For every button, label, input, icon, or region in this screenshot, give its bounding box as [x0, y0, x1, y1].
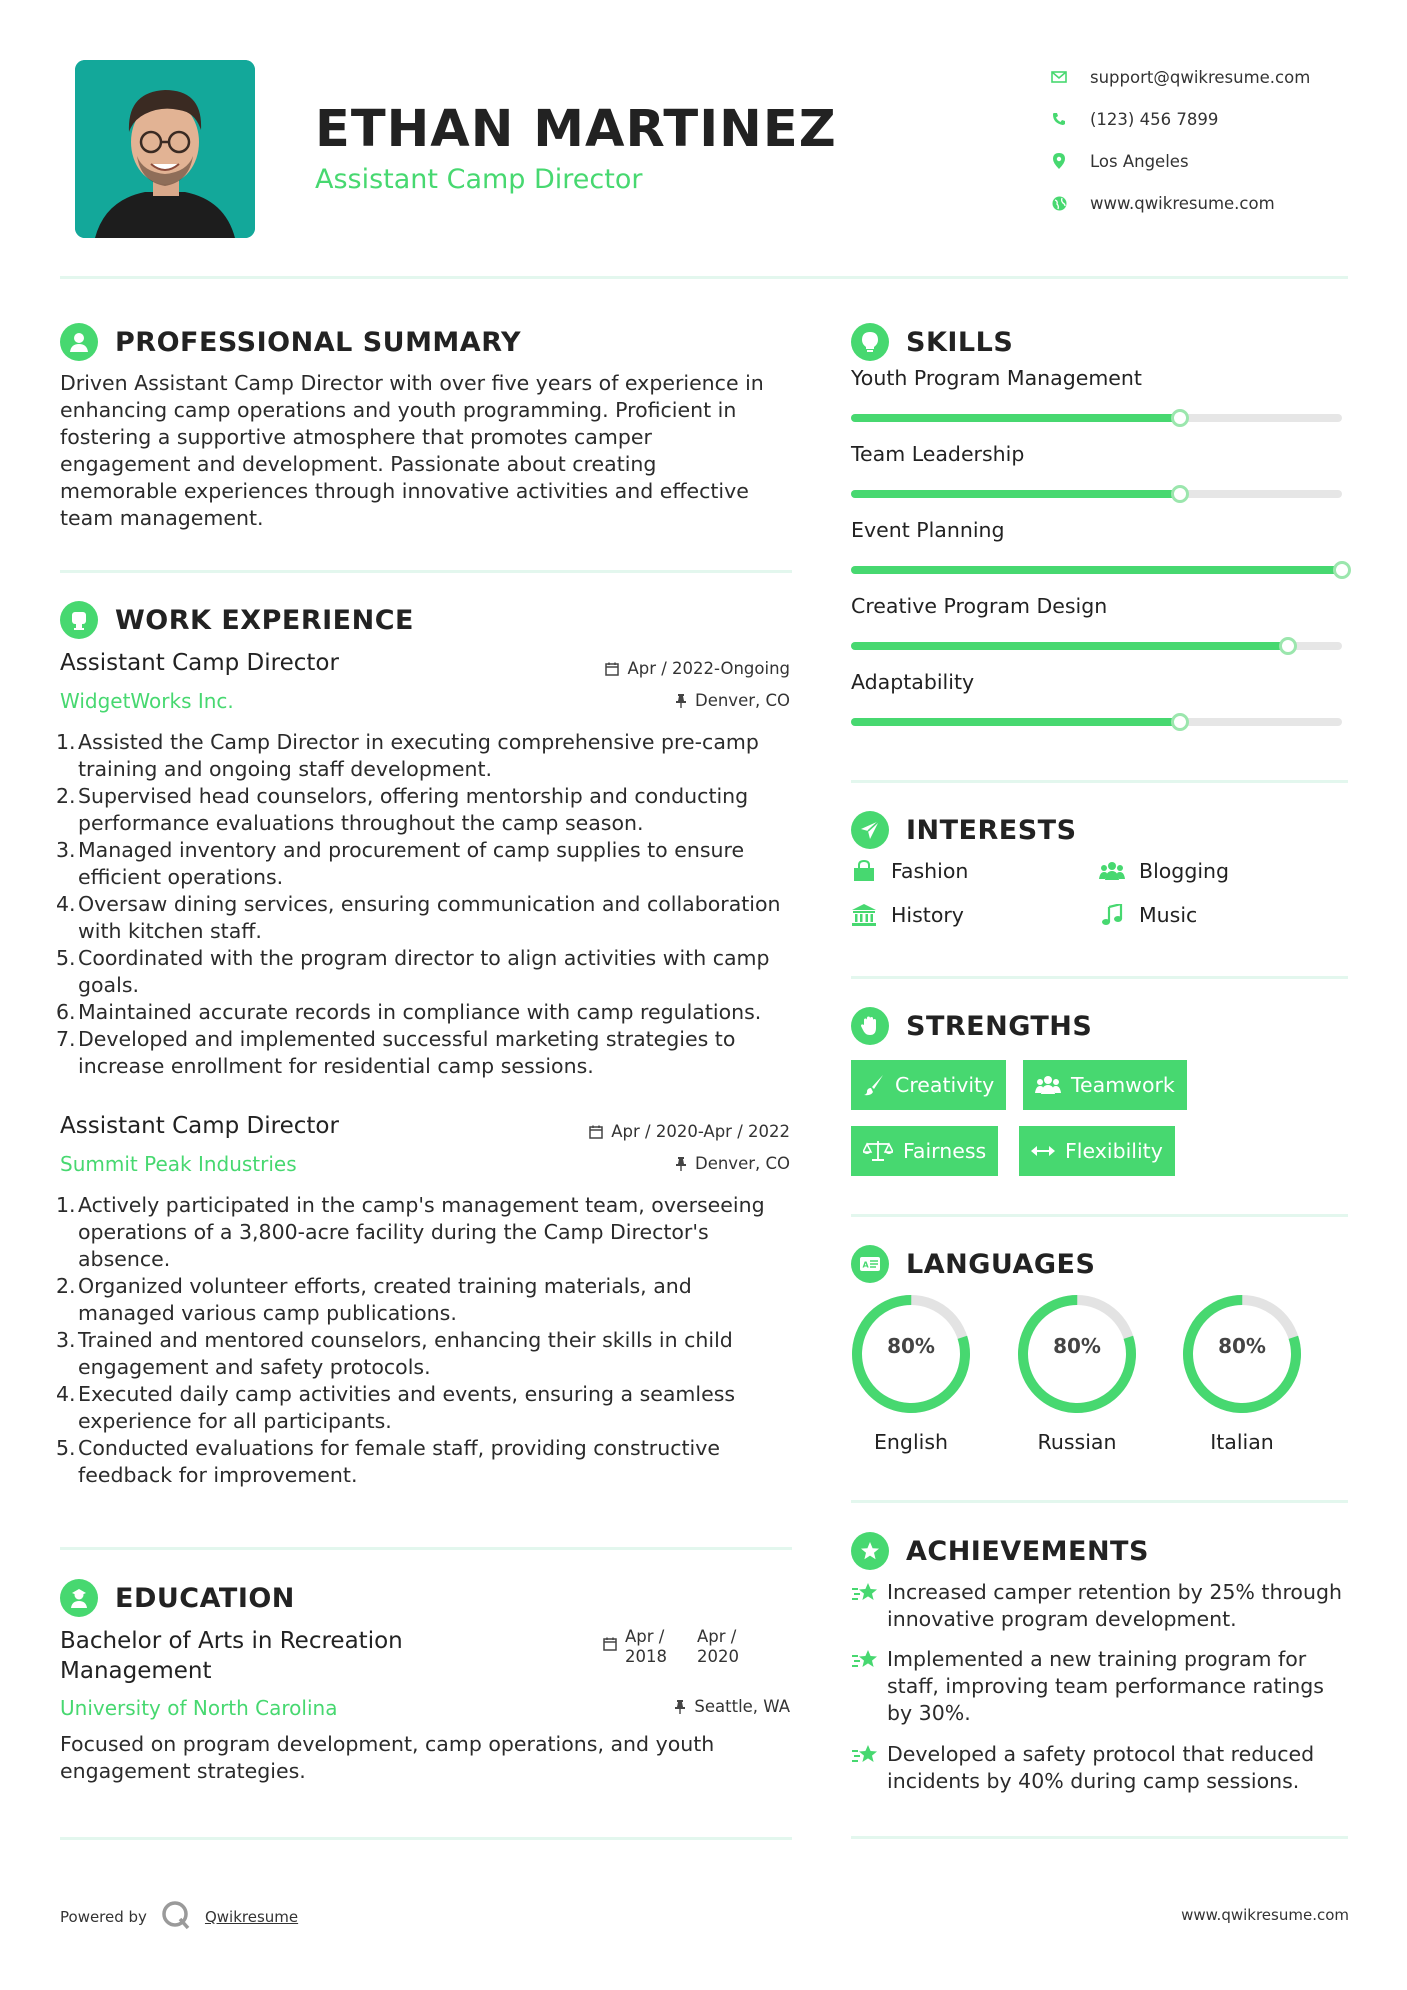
- bullet-number: 4.: [56, 1382, 76, 1406]
- job-1-dates-text: Apr / 2022-Ongoing: [627, 659, 790, 678]
- experience-title: WORK EXPERIENCE: [115, 604, 414, 636]
- summary-title: PROFESSIONAL SUMMARY: [115, 326, 522, 358]
- job-1-location-text: Denver, CO: [694, 691, 790, 710]
- language-percent: 80%: [887, 1334, 935, 1358]
- bullet-number: 1.: [56, 730, 76, 754]
- education-date-start: Apr / 2018: [625, 1627, 667, 1666]
- qwikresume-logo-icon: [161, 1900, 191, 1934]
- language-item: [1015, 1292, 1139, 1454]
- job-2-title: Assistant Camp Director: [60, 1113, 339, 1139]
- bullet-text: Developed and implemented successful marketing strategies to increase enrollment for residential camp sessions.: [78, 1027, 736, 1078]
- profile-photo: [75, 60, 255, 238]
- bullet-number: 3.: [56, 838, 76, 862]
- job-1-bullets: [56, 729, 790, 1080]
- skill-bar-fill: [851, 490, 1180, 498]
- bullet-text: Assisted the Camp Director in executing comprehensive pre-camp training and ongoing staff development.: [78, 730, 759, 781]
- skill-bar-knob: [1171, 713, 1189, 731]
- skills-title: SKILLS: [906, 326, 1014, 358]
- bullet-number: 2.: [56, 1274, 76, 1298]
- phone-text: (123) 456 7899: [1090, 109, 1219, 129]
- skill-bar-track: [851, 414, 1342, 422]
- summary-divider: [60, 570, 792, 573]
- pin-icon: [675, 694, 687, 708]
- interests-divider: [851, 976, 1348, 979]
- education-title: EDUCATION: [115, 1582, 295, 1614]
- skill-bar-knob: [1279, 637, 1297, 655]
- achievements-heading: [851, 1531, 1149, 1571]
- job-bullet: [56, 1327, 790, 1381]
- language-card-icon: [851, 1245, 889, 1283]
- experience-divider: [60, 1547, 792, 1550]
- interest-label: History: [891, 903, 964, 927]
- skill-label: Adaptability: [851, 670, 975, 694]
- job-bullet: [56, 1026, 790, 1080]
- bullet-text: Conducted evaluations for female staff, providing constructive feedback for improvement.: [78, 1436, 720, 1487]
- achievement-item: [851, 1579, 1351, 1633]
- interest-history: [851, 903, 964, 927]
- bullet-text: Oversaw dining services, ensuring communication and collaboration with kitchen staff.: [78, 892, 781, 943]
- job-1-dates: [605, 659, 790, 678]
- strength-creativity: [851, 1060, 1006, 1110]
- bullet-number: 7.: [56, 1027, 76, 1051]
- bullet-text: Organized volunteer efforts, created training materials, and managed various camp publications.: [78, 1274, 692, 1325]
- language-percent: 80%: [1053, 1334, 1101, 1358]
- education-date-end: Apr / 2020: [697, 1627, 739, 1666]
- language-name: Italian: [1210, 1430, 1274, 1454]
- achievement-text: Implemented a new training program for staff, improving team performance ratings by 30%.: [887, 1647, 1324, 1725]
- skill-bar-knob: [1333, 561, 1351, 579]
- job-1-location: [675, 691, 790, 710]
- star-ribbon-icon: [851, 1741, 887, 1795]
- achievement-text: Increased camper retention by 25% through innovative program development.: [887, 1580, 1342, 1631]
- achievement-text: Developed a safety protocol that reduced incidents by 40% during camp sessions.: [887, 1742, 1315, 1793]
- education-location: [674, 1697, 790, 1716]
- powered-by-text: Powered by: [60, 1908, 147, 1926]
- map-pin-icon: [1050, 152, 1068, 170]
- strength-label: Creativity: [895, 1073, 995, 1097]
- user-icon: [60, 323, 98, 361]
- skill-bar-fill: [851, 718, 1180, 726]
- bullet-text: Supervised head counselors, offering mentorship and conducting performance evaluations throughout the camp season.: [78, 784, 749, 835]
- users-icon: [1035, 1074, 1061, 1096]
- arrows-horizontal-icon: [1031, 1144, 1055, 1158]
- website-text: www.qwikresume.com: [1090, 193, 1275, 213]
- education-school: University of North Carolina: [60, 1696, 338, 1720]
- achievement-item: [851, 1646, 1351, 1727]
- contact-location: [1050, 140, 1370, 182]
- strengths-heading: [851, 1006, 1092, 1046]
- interest-label: Blogging: [1139, 859, 1230, 883]
- bullet-text: Actively participated in the camp's management team, overseeing operations of a 3,800-acre facility during the Camp Director's absence.: [78, 1193, 765, 1271]
- interest-music: [1099, 903, 1197, 927]
- briefcase-icon: [60, 601, 98, 639]
- languages-divider: [851, 1500, 1348, 1503]
- qwikresume-link[interactable]: Qwikresume: [204, 1908, 299, 1926]
- lightbulb-icon: [851, 323, 889, 361]
- interest-label: Fashion: [891, 859, 969, 883]
- achievement-item: [851, 1741, 1351, 1795]
- interests-title: INTERESTS: [906, 814, 1077, 846]
- calendar-icon: [605, 662, 619, 676]
- education-location-text: Seattle, WA: [694, 1697, 790, 1716]
- skill-label: Event Planning: [851, 518, 1005, 542]
- skill-bar-track: [851, 718, 1342, 726]
- bullet-text: Executed daily camp activities and events, ensuring a seamless experience for all participants.: [78, 1382, 736, 1433]
- strength-flexibility: [1019, 1126, 1175, 1176]
- job-1-title: Assistant Camp Director: [60, 650, 339, 676]
- skills-divider: [851, 780, 1348, 783]
- candidate-title: Assistant Camp Director: [315, 164, 643, 195]
- skill-bar-fill: [851, 566, 1342, 574]
- bullet-number: 3.: [56, 1328, 76, 1352]
- header-divider: [60, 276, 1348, 279]
- bullet-text: Coordinated with the program director to align activities with camp goals.: [78, 946, 770, 997]
- email-text: support@qwikresume.com: [1090, 67, 1311, 87]
- skill-bar-fill: [851, 414, 1180, 422]
- achievements-divider: [851, 1836, 1348, 1839]
- skill-bar-fill: [851, 642, 1288, 650]
- people-group-icon: [1099, 859, 1125, 883]
- job-bullet: [56, 1381, 790, 1435]
- pin-icon: [674, 1700, 686, 1714]
- shopping-bag-icon: [851, 859, 877, 883]
- bullet-number: 5.: [56, 1436, 76, 1460]
- phone-icon: [1050, 110, 1068, 128]
- music-note-icon: [1099, 903, 1125, 927]
- language-item: [849, 1292, 973, 1454]
- education-dates: [603, 1627, 757, 1667]
- skill-bar-track: [851, 642, 1342, 650]
- calendar-icon: [603, 1637, 617, 1651]
- contact-website[interactable]: [1050, 182, 1370, 224]
- languages-title: LANGUAGES: [906, 1248, 1096, 1280]
- job-2-bullets: [56, 1192, 790, 1489]
- globe-icon: [1050, 194, 1068, 212]
- calendar-icon: [589, 1125, 603, 1139]
- trophy-star-icon: [851, 1532, 889, 1570]
- strength-label: Flexibility: [1065, 1139, 1163, 1163]
- balance-scale-icon: [863, 1140, 893, 1162]
- bullet-number: 6.: [56, 1000, 76, 1024]
- language-percent: 80%: [1218, 1334, 1266, 1358]
- skill-label: Youth Program Management: [851, 366, 1142, 390]
- job-2-location: [675, 1154, 790, 1173]
- summary-text: Driven Assistant Camp Director with over five years of experience in enhancing camp operations and youth programming. Proficient in fostering a supportive atmosphere that promotes camper engagement and development. Passionate about creating memorable experiences through innovative activities and effective team management.: [60, 371, 764, 530]
- location-text: Los Angeles: [1090, 151, 1189, 171]
- contact-phone[interactable]: [1050, 98, 1370, 140]
- job-2-dates: [589, 1122, 790, 1141]
- pin-icon: [675, 1157, 687, 1171]
- job-1-company: WidgetWorks Inc.: [60, 689, 234, 713]
- education-heading: [60, 1578, 295, 1618]
- job-2-company: Summit Peak Industries: [60, 1152, 297, 1176]
- skill-bar-track: [851, 490, 1342, 498]
- education-divider: [60, 1837, 792, 1840]
- job-2-dates-text: Apr / 2020-Apr / 2022: [611, 1122, 790, 1141]
- skill-bar-knob: [1171, 485, 1189, 503]
- job-bullet: [56, 1435, 790, 1489]
- job-bullet: [56, 1273, 790, 1327]
- footer-website[interactable]: www.qwikresume.com: [1181, 1906, 1349, 1924]
- candidate-name: ETHAN MARTINEZ: [315, 100, 837, 159]
- skill-bar-knob: [1171, 409, 1189, 427]
- interest-fashion: [851, 859, 968, 883]
- job-bullet: [56, 999, 790, 1026]
- paint-brush-icon: [863, 1074, 885, 1096]
- contact-block: [1050, 56, 1370, 224]
- star-ribbon-icon: [851, 1646, 887, 1727]
- interests-heading: [851, 810, 1077, 850]
- skill-label: Creative Program Design: [851, 594, 1108, 618]
- graduate-icon: [60, 1579, 98, 1617]
- experience-heading: [60, 600, 414, 640]
- achievements-title: ACHIEVEMENTS: [906, 1535, 1149, 1567]
- strength-label: Fairness: [903, 1139, 987, 1163]
- interest-blogging: [1099, 859, 1229, 883]
- strengths-divider: [851, 1214, 1348, 1217]
- skills-heading: [851, 322, 1013, 362]
- job-bullet: [56, 729, 790, 783]
- bullet-number: 1.: [56, 1193, 76, 1217]
- language-item: [1180, 1292, 1304, 1454]
- education-text: Focused on program development, camp operations, and youth engagement strategies.: [60, 1732, 715, 1783]
- bullet-text: Managed inventory and procurement of camp supplies to ensure efficient operations.: [78, 838, 745, 889]
- bullet-number: 2.: [56, 784, 76, 808]
- language-name: Russian: [1037, 1430, 1117, 1454]
- skill-bar-track: [851, 566, 1342, 574]
- language-name: English: [873, 1430, 949, 1454]
- bullet-number: 4.: [56, 892, 76, 916]
- skill-label: Team Leadership: [851, 442, 1025, 466]
- job-bullet: [56, 945, 790, 999]
- interest-label: Music: [1139, 903, 1198, 927]
- strengths-title: STRENGTHS: [906, 1010, 1093, 1042]
- job-2-location-text: Denver, CO: [694, 1154, 790, 1173]
- footer-branding: [60, 1900, 298, 1934]
- strength-label: Teamwork: [1071, 1073, 1175, 1097]
- bullet-text: Maintained accurate records in compliance with camp regulations.: [78, 1000, 762, 1024]
- hand-icon: [851, 1007, 889, 1045]
- strength-teamwork: [1023, 1060, 1187, 1110]
- job-bullet: [56, 1192, 790, 1273]
- languages-heading: [851, 1244, 1095, 1284]
- job-bullet: [56, 891, 790, 945]
- bullet-number: 5.: [56, 946, 76, 970]
- star-ribbon-icon: [851, 1579, 887, 1633]
- strength-fairness: [851, 1126, 998, 1176]
- education-degree: Bachelor of Arts in Recreation Management: [60, 1628, 403, 1684]
- paper-plane-icon: [851, 811, 889, 849]
- job-bullet: [56, 837, 790, 891]
- summary-heading: [60, 322, 521, 362]
- museum-icon: [851, 903, 877, 927]
- bullet-text: Trained and mentored counselors, enhancing their skills in child engagement and safety protocols.: [78, 1328, 733, 1379]
- job-bullet: [56, 783, 790, 837]
- svg-text:A: A: [862, 1260, 869, 1270]
- contact-email[interactable]: [1050, 56, 1370, 98]
- envelope-icon: [1050, 68, 1068, 86]
